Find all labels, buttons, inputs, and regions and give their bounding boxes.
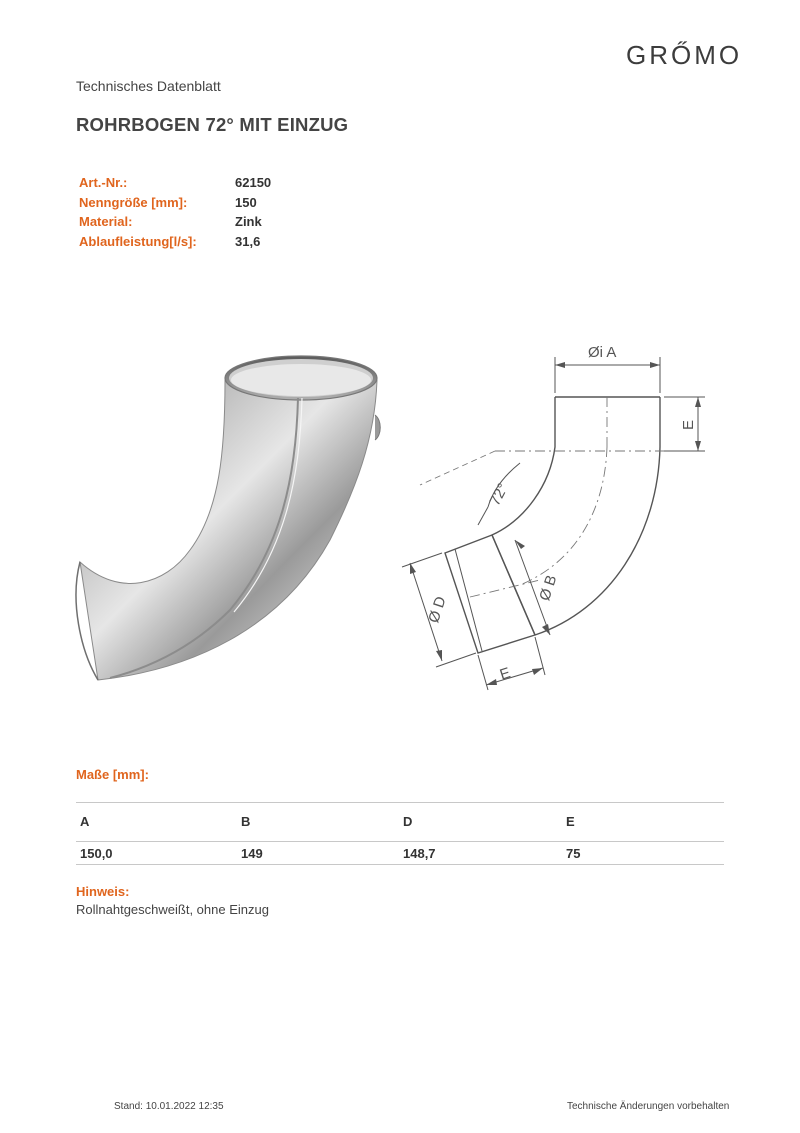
spec-value: 62150 (235, 175, 272, 190)
note-label: Hinweis: (76, 884, 130, 899)
spec-row-art-nr (79, 175, 272, 190)
dim-b-label: Ø B (536, 573, 561, 603)
note-text: Rollnahtgeschweißt, ohne Einzug (76, 902, 269, 917)
table-cell: 150,0 (80, 846, 113, 861)
brand-logo: GRŐMO (626, 40, 743, 70)
table-header-cell: B (241, 814, 251, 829)
footer-stand: Stand: 10.01.2022 12:35 (114, 1101, 224, 1112)
table-header-row (76, 802, 724, 841)
spec-value: 150 (235, 195, 257, 210)
spec-label: Nenngröße [mm]: (79, 195, 188, 210)
table-header-cell: E (566, 814, 575, 829)
dim-e-bottom-label: E (497, 664, 513, 684)
angle-label: 72° (486, 480, 513, 509)
dim-e-top-label: E (680, 419, 697, 430)
dim-a-label: Øi A (588, 344, 617, 361)
table-header-cell: D (403, 814, 413, 829)
table-header-cell: A (80, 814, 90, 829)
spec-label: Art.-Nr.: (79, 175, 128, 190)
page-title: ROHRBOGEN 72° MIT EINZUG (76, 114, 349, 135)
spec-value: 31,6 (235, 234, 261, 249)
spec-value: Zink (235, 214, 262, 229)
document-type: Technisches Datenblatt (76, 78, 221, 94)
table-cell: 148,7 (403, 846, 436, 861)
spec-row-material (79, 214, 262, 229)
table-cell: 75 (566, 846, 581, 861)
dimensions-table (76, 802, 724, 865)
table-cell: 149 (241, 846, 263, 861)
dim-d-label: Ø D (425, 594, 450, 626)
spec-label: Ablaufleistung[l/s]: (79, 234, 197, 249)
product-image (70, 340, 400, 700)
spec-label: Material: (79, 214, 133, 229)
spec-row-ablaufleistung (79, 234, 261, 249)
technical-drawing (400, 335, 720, 705)
dimensions-label: Maße [mm]: (76, 767, 149, 782)
spec-row-nenngroesse (79, 195, 257, 210)
footer-disclaimer: Technische Änderungen vorbehalten (567, 1101, 730, 1112)
table-row (76, 841, 724, 865)
